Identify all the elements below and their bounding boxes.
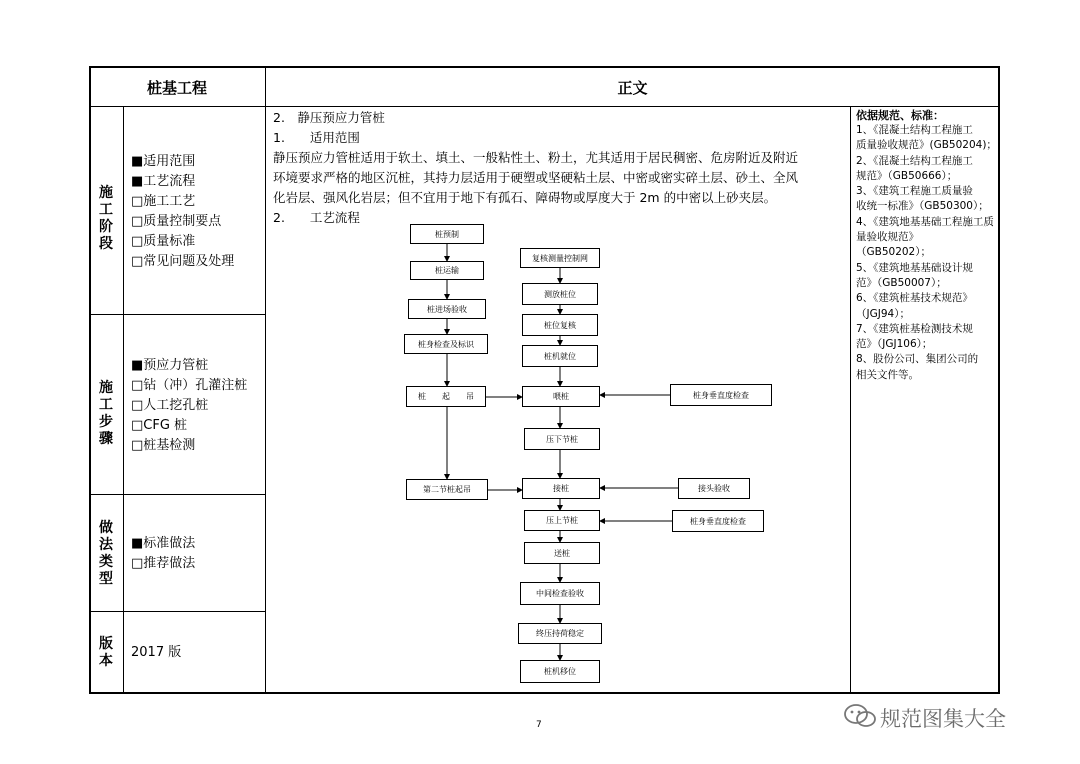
- version-value: 2017 版: [131, 645, 182, 660]
- flow-step-left: 第二节桩起吊: [406, 479, 488, 500]
- option-item: ■标准做法: [131, 536, 196, 551]
- page-number: 7: [536, 720, 542, 730]
- header-left: 桩基工程: [146, 79, 207, 97]
- option-item: □常见问题及处理: [131, 254, 235, 269]
- flow-step-left: 桩身检查及标识: [404, 334, 488, 354]
- flow-check-right: 桩身垂直度检查: [672, 510, 764, 532]
- option-item: ■预应力管桩: [131, 358, 209, 373]
- section-title-stage: 施工阶段: [99, 185, 113, 252]
- flow-step-center: 压下节桩: [524, 428, 600, 450]
- option-item: □人工挖孔桩: [131, 398, 209, 413]
- option-item: □推荐做法: [131, 556, 196, 571]
- option-item: ■适用范围: [131, 154, 196, 169]
- flow-check-right: 接头验收: [678, 478, 750, 499]
- flow-step-center: 复核测量控制网: [520, 248, 600, 268]
- option-item: ■工艺流程: [131, 174, 196, 189]
- option-item: □钻（冲）孔灌注桩: [131, 378, 248, 393]
- flow-step-center: 终压持荷稳定: [518, 623, 602, 644]
- flow-step-left: 桩 起 吊: [406, 386, 486, 407]
- references-title: 依据规范、标准：: [856, 109, 944, 122]
- flow-step-center: 测放桩位: [522, 283, 598, 305]
- watermark-text: 规范图集大全: [880, 707, 1006, 731]
- content-paragraph: 静压预应力管桩适用于软土、填土、一般粘性土、粉土，尤其适用于居民稠密、危房附近及附近 环境要求严格的地区沉桩，其持力层适用于硬塑或坚硬粘土层、中密或密实碎土层、砂土、全风 化岩层、强风化岩层；但不宜用于地下有孤石、障碍物或厚度大于 2m 的中密以上砂夹层。: [273, 150, 799, 205]
- header-right: 正文: [617, 79, 648, 97]
- flow-step-center: 桩机移位: [520, 660, 600, 683]
- flow-step-center: 接桩: [522, 478, 600, 499]
- flow-step-center: 中间检查验收: [520, 582, 600, 605]
- section-title-version: 版本: [99, 636, 113, 669]
- flow-step-center: 桩机就位: [522, 345, 598, 367]
- flow-step-center: 送桩: [524, 542, 600, 564]
- wechat-icon: [842, 701, 878, 731]
- section-title-steps: 施工步骤: [99, 380, 113, 447]
- option-item: □质量控制要点: [131, 214, 222, 229]
- flow-step-center: 桩位复核: [522, 314, 598, 336]
- option-item: □CFG 桩: [131, 418, 188, 433]
- flow-step-left: 桩运输: [410, 261, 484, 280]
- content-subheading-flow: 2. 工艺流程: [273, 210, 360, 225]
- flow-step-left: 桩预制: [410, 224, 484, 244]
- content-subheading-scope: 1. 适用范围: [273, 130, 360, 145]
- flow-step-left: 桩进场验收: [408, 299, 486, 319]
- section-title-method: 做法类型: [99, 520, 113, 587]
- references-list: 1、《混凝土结构工程施工 质量验收规范》(GB50204)； 2、《混凝土结构工程施工 规范》（GB50666）； 3、《建筑工程施工质量验 收统一标准》（GB50300）； 4、《建筑地基基础工程施工质量验收规范》 （GB50202）； 5、《建筑地基基础设计规 范》（GB50007）； 6、《建筑桩基技术规范》 （JGJ94）； 7、《建筑桩基检测技术规 范》（JGJ106）； 8、股份公司、集团公司的 相关文件等。: [856, 124, 997, 381]
- option-item: □桩基检测: [131, 438, 196, 453]
- flow-step-center: 压上节桩: [524, 510, 600, 531]
- option-item: □质量标准: [131, 234, 196, 249]
- option-item: □施工工艺: [131, 194, 196, 209]
- flow-step-center: 喂桩: [522, 386, 600, 407]
- flow-check-right: 桩身垂直度检查: [670, 384, 772, 406]
- content-heading: 2. 静压预应力管桩: [273, 110, 385, 125]
